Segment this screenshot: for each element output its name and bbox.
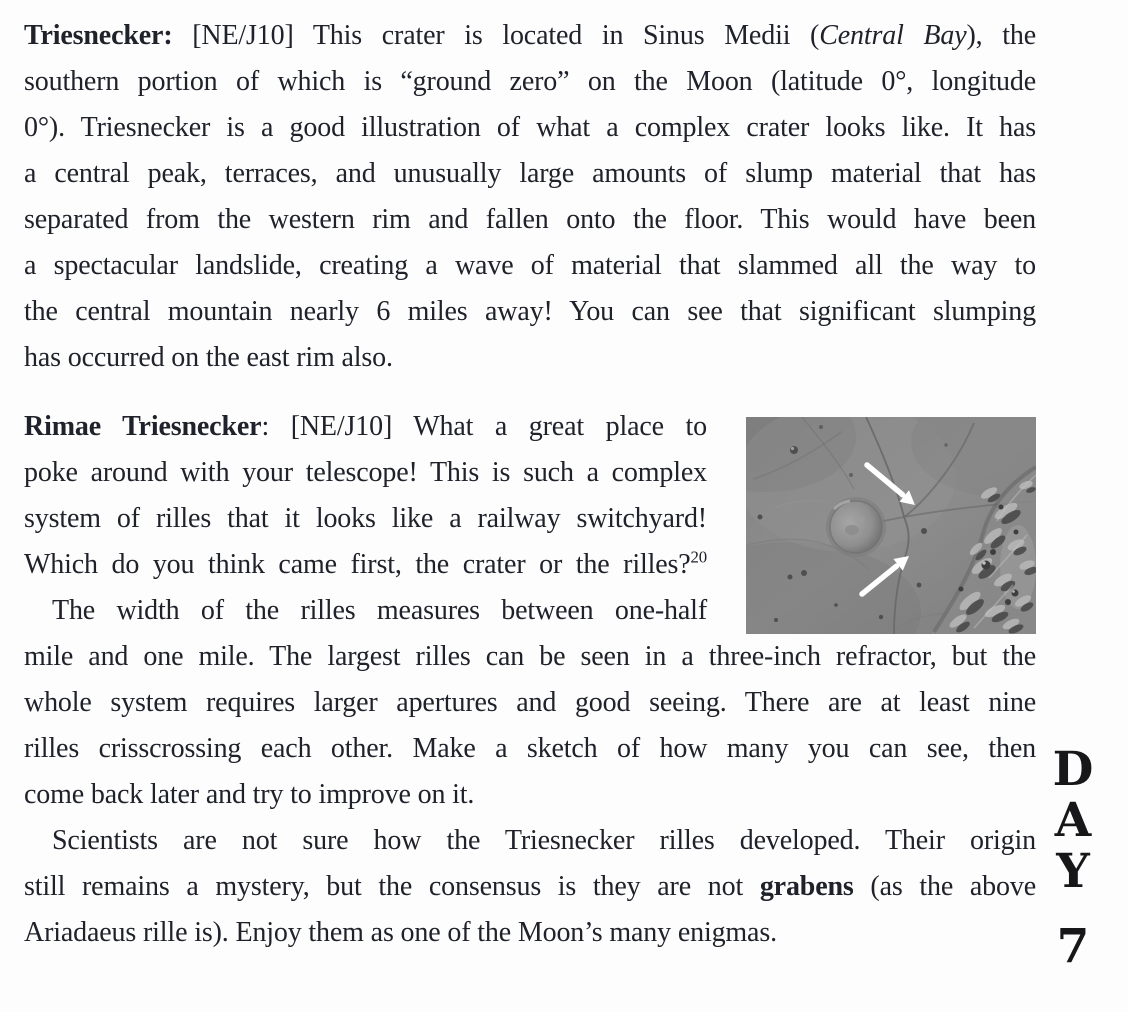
text-line bbox=[24, 151, 1036, 197]
text-line bbox=[24, 335, 1036, 381]
text-line bbox=[24, 726, 1036, 772]
text-segment: a central peak, terraces, and unusually large amounts of slump material that has bbox=[24, 158, 1036, 189]
text-segment: whole system requires larger apertures and good seeing. There are at least nine bbox=[24, 687, 1036, 718]
text-segment: mile and one mile. The largest rilles can be seen in a three-inch refractor, but the bbox=[24, 641, 1036, 672]
scan-artifact-band bbox=[24, 720, 1036, 732]
text-column bbox=[24, 13, 1036, 956]
paragraph-rimae-triesnecker bbox=[24, 404, 1036, 818]
text-segment: grabens bbox=[759, 871, 854, 902]
text-segment: Scientists are not sure how the Triesnecker rilles developed. Their origin bbox=[52, 825, 1036, 856]
text-line bbox=[24, 910, 1036, 956]
text-line bbox=[24, 864, 1036, 910]
text-segment: a spectacular landslide, creating a wave of material that slammed all the way to bbox=[24, 250, 1036, 281]
day-7-sidebar-label bbox=[1050, 744, 1096, 972]
text-line bbox=[24, 105, 1036, 151]
text-line bbox=[24, 243, 1036, 289]
day-number: 7 bbox=[1056, 919, 1090, 974]
text-segment: Ariadaeus rille is). Enjoy them as one of the Moon’s many enigmas. bbox=[24, 917, 777, 948]
text-segment: Triesnecker: bbox=[24, 20, 173, 51]
text-segment: : [NE/J10] What a great place to bbox=[261, 411, 707, 442]
moon-photo-image bbox=[746, 417, 1036, 634]
text-segment: The width of the rilles measures between one-half bbox=[52, 595, 707, 626]
text-segment: southern portion of which is “ground zero” on the Moon (latitude 0°, longitude bbox=[24, 66, 1036, 97]
text-segment: Rimae Triesnecker bbox=[24, 411, 262, 442]
text-line bbox=[24, 634, 1036, 680]
text-segment: has occurred on the east rim also. bbox=[24, 342, 393, 373]
text-segment: 0°). Triesnecker is a good illustration of what a complex crater looks like. It has bbox=[24, 112, 1036, 143]
text-segment: rilles crisscrossing each other. Make a sketch of how many you can see, then bbox=[24, 733, 1036, 764]
paragraph-triesnecker bbox=[24, 13, 1036, 381]
text-line bbox=[24, 818, 1036, 864]
text-segment: Central Bay bbox=[819, 20, 967, 51]
moon-photo bbox=[746, 417, 1036, 634]
day-letter-d: D bbox=[1052, 742, 1094, 797]
text-line bbox=[24, 289, 1036, 335]
paragraph-scientists bbox=[24, 818, 1036, 956]
day-letter-a: A bbox=[1054, 793, 1092, 848]
text-segment: [NE/J10] This crater is located in Sinus Medii ( bbox=[172, 20, 820, 51]
text-line bbox=[24, 13, 1036, 59]
day-letter-y: Y bbox=[1056, 844, 1090, 899]
text-line bbox=[24, 197, 1036, 243]
text-segment: Which do you think came first, the crater or the rilles? bbox=[24, 549, 691, 580]
text-line bbox=[24, 772, 1036, 818]
footnote-marker: 20 bbox=[690, 547, 707, 567]
text-segment: still remains a mystery, but the consensus is they are not bbox=[24, 871, 760, 902]
text-line bbox=[24, 59, 1036, 105]
text-segment: come back later and try to improve on it. bbox=[24, 779, 475, 810]
text-segment: separated from the western rim and fallen onto the floor. This would have been bbox=[24, 204, 1036, 235]
text-segment: ), the bbox=[966, 20, 1036, 51]
text-segment: (as the above bbox=[853, 871, 1036, 902]
text-segment: the central mountain nearly 6 miles away! You can see that significant slumping bbox=[24, 296, 1036, 327]
text-segment: system of rilles that it looks like a railway switchyard! bbox=[24, 503, 707, 534]
text-segment: poke around with your telescope! This is such a complex bbox=[24, 457, 707, 488]
